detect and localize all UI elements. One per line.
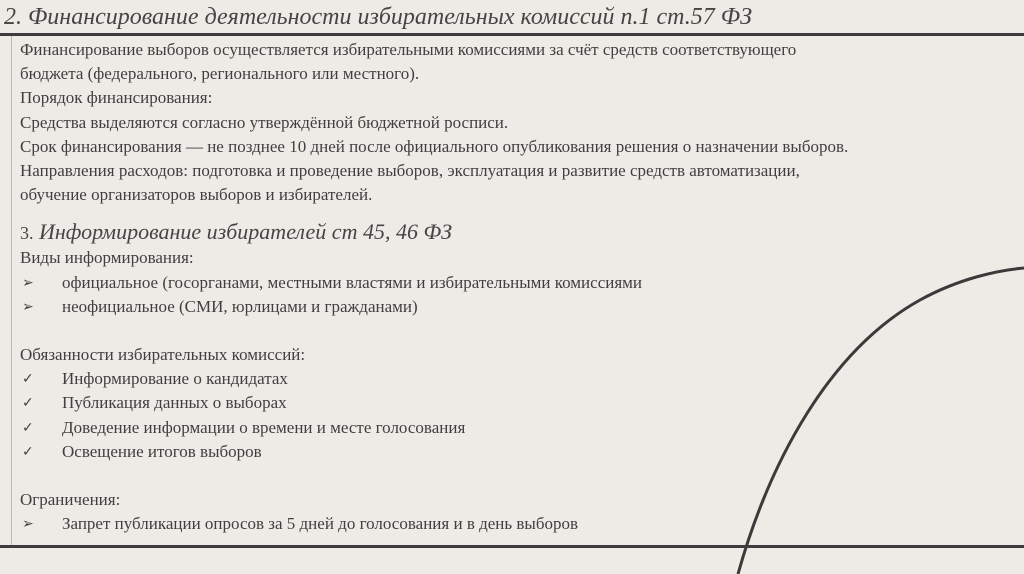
list-item-text: неофициальное (СМИ, юрлицами и гражданами) bbox=[62, 296, 418, 316]
paragraph-line: Финансирование выборов осуществляется избирательными комиссиями за счёт средств соответствующего bbox=[20, 40, 797, 59]
list-item-text: Публикация данных о выборах bbox=[62, 393, 287, 413]
paragraph-line: Средства выделяются согласно утверждённой бюджетной росписи. bbox=[20, 112, 509, 132]
list-item-text: Доведение информации о времени и месте голосования bbox=[62, 417, 466, 437]
paragraph-line: обучение организаторов выборов и избирателей. bbox=[20, 185, 373, 205]
section-heading-text: Информирование избирателей ст 45, 46 ФЗ bbox=[33, 219, 453, 245]
limits-label: Ограничения: bbox=[20, 490, 121, 510]
check-bullet-icon: ✓ bbox=[22, 395, 34, 412]
paragraph-line: Порядок финансирования: bbox=[20, 88, 213, 108]
list-item-text: Запрет публикации опросов за 5 дней до голосования и в день выборов bbox=[62, 514, 579, 534]
arrow-bullet-icon: ➢ bbox=[22, 274, 34, 291]
arrow-bullet-icon: ➢ bbox=[22, 298, 34, 315]
arrow-bullet-icon: ➢ bbox=[22, 516, 34, 533]
types-label: Виды информирования: bbox=[20, 248, 194, 268]
paragraph-line: бюджета (федерального, регионального или местного). bbox=[20, 64, 420, 84]
list-item bbox=[20, 416, 1010, 440]
bottom-divider bbox=[0, 545, 1024, 548]
list-item bbox=[20, 295, 1010, 319]
list-item bbox=[20, 512, 1010, 536]
list-item-text: официальное (госорганами, местными властями и избирательными комиссиями bbox=[62, 272, 643, 292]
slide-content bbox=[20, 38, 1010, 536]
list-item-text: Освещение итогов выборов bbox=[62, 441, 262, 461]
check-bullet-icon: ✓ bbox=[22, 443, 34, 460]
paragraph-line: Направления расходов: подготовка и проведение выборов, эксплуатация и развитие средств автоматизации, bbox=[20, 161, 800, 181]
list-item-text: Информирование о кандидатах bbox=[62, 369, 288, 389]
list-item bbox=[20, 391, 1010, 415]
check-bullet-icon: ✓ bbox=[22, 371, 34, 388]
financing-section bbox=[20, 38, 1010, 207]
duties-label: Обязанности избирательных комиссий: bbox=[20, 345, 306, 365]
slide-title: 2. Финансирование деятельности избирательных комиссий п.1 ст.57 ФЗ bbox=[4, 4, 752, 30]
section-number: 3. bbox=[20, 223, 34, 244]
list-item bbox=[20, 440, 1010, 464]
check-bullet-icon: ✓ bbox=[22, 419, 34, 436]
list-item bbox=[20, 271, 1010, 295]
paragraph-line: Срок финансирования — не позднее 10 дней после официального опубликования решения о назначении выборов. bbox=[20, 136, 849, 156]
list-item bbox=[20, 367, 1010, 391]
informing-heading bbox=[20, 219, 1010, 246]
